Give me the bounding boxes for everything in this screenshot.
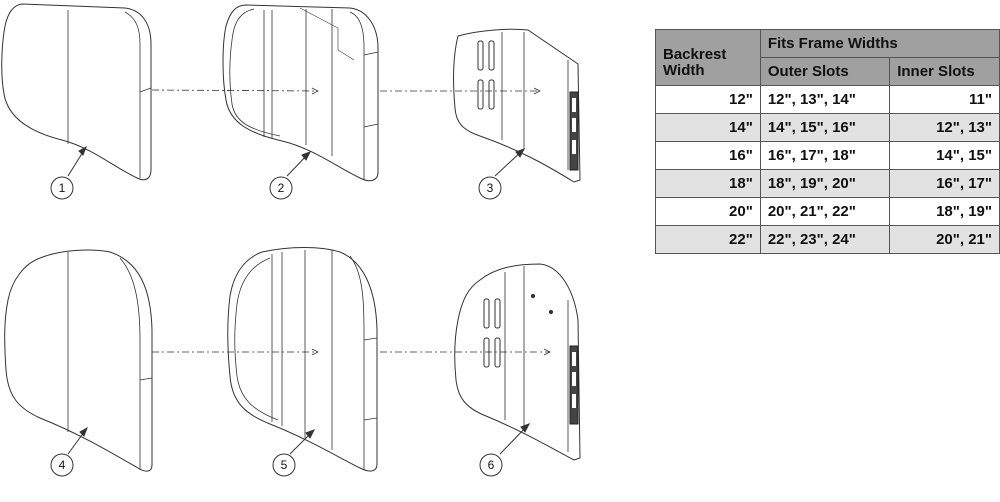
callout-3-label: 3 <box>486 181 494 195</box>
header-fits-frame-widths: Fits Frame Widths <box>760 30 999 58</box>
table-row <box>656 86 1000 114</box>
callout-6 <box>480 454 502 476</box>
backrest-shell-3 <box>453 29 580 182</box>
callout-1-label: 1 <box>58 181 66 195</box>
leader-arrow-1 <box>68 147 86 176</box>
cell-outer: 12", 13", 14" <box>760 86 889 114</box>
backrest-foam-4 <box>5 250 152 471</box>
cell-backrest: 20" <box>656 198 761 226</box>
callout-2 <box>270 177 292 199</box>
cell-inner: 11" <box>890 86 1000 114</box>
table-row <box>656 114 1000 142</box>
cell-inner: 16", 17" <box>890 170 1000 198</box>
backrest-foam-1 <box>2 4 151 180</box>
cell-outer: 18", 19", 20" <box>760 170 889 198</box>
cell-inner: 14", 15" <box>890 142 1000 170</box>
callout-6-label: 6 <box>487 458 495 472</box>
callout-3 <box>479 177 501 199</box>
callout-1 <box>51 177 73 199</box>
callout-4 <box>51 454 73 476</box>
callout-2-label: 2 <box>277 181 285 195</box>
backrest-shell-6 <box>455 264 580 460</box>
header-inner-slots: Inner Slots <box>890 58 1000 86</box>
cell-backrest: 12" <box>656 86 761 114</box>
cell-inner: 20", 21" <box>890 226 1000 254</box>
table-row <box>656 226 1000 254</box>
callout-4-label: 4 <box>58 458 66 472</box>
assembly-line-1 <box>152 90 318 91</box>
cell-backrest: 22" <box>656 226 761 254</box>
cell-outer: 16", 17", 18" <box>760 142 889 170</box>
frame-width-table <box>655 29 1000 254</box>
table-row <box>656 142 1000 170</box>
header-outer-slots: Outer Slots <box>760 58 889 86</box>
cell-outer: 22", 23", 24" <box>760 226 889 254</box>
cell-backrest: 16" <box>656 142 761 170</box>
table-row <box>656 170 1000 198</box>
cell-outer: 14", 15", 16" <box>760 114 889 142</box>
backrest-cover-5 <box>228 248 377 472</box>
cell-backrest: 14" <box>656 114 761 142</box>
callout-5 <box>273 454 295 476</box>
leader-arrow-3 <box>495 149 524 176</box>
header-backrest-width: Backrest Width <box>656 30 761 86</box>
cell-outer: 20", 21", 22" <box>760 198 889 226</box>
cell-inner: 18", 19" <box>890 198 1000 226</box>
cell-inner: 12", 13" <box>890 114 1000 142</box>
cell-backrest: 18" <box>656 170 761 198</box>
leader-arrow-2 <box>287 152 310 176</box>
backrest-cover-2 <box>223 5 378 181</box>
table-row <box>656 198 1000 226</box>
callout-5-label: 5 <box>280 458 288 472</box>
